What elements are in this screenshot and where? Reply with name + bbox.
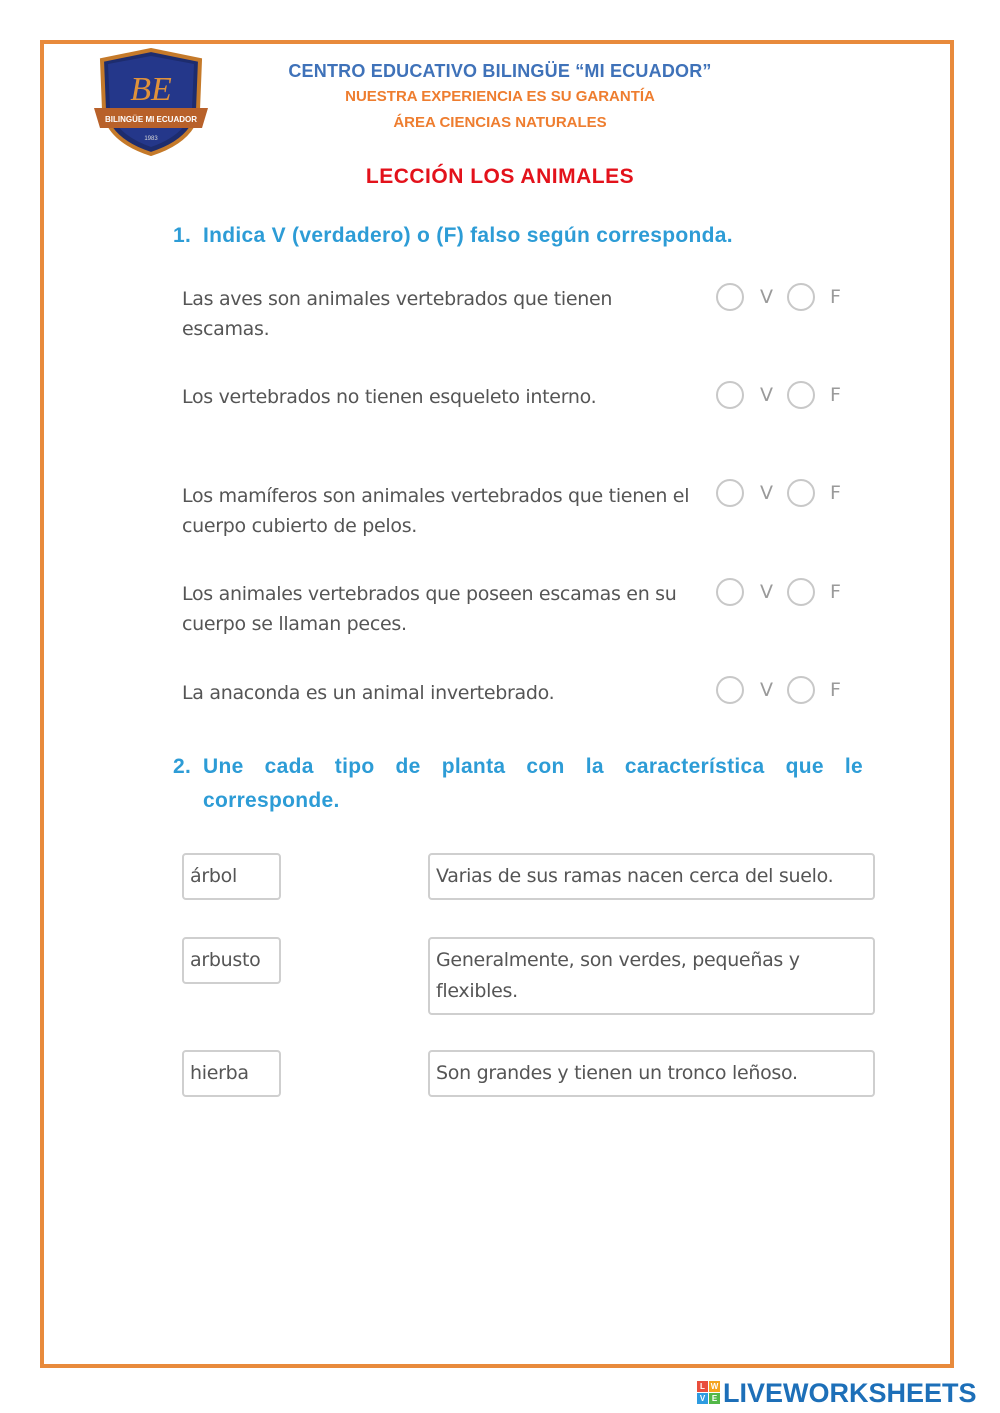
radio-false-4[interactable] [787,578,815,606]
radio-true-3[interactable] [716,479,744,507]
label-false-2: F [830,384,841,406]
radio-false-5[interactable] [787,676,815,704]
question-1-number: 1. [173,224,192,247]
statement-1: Las aves son animales vertebrados que tienen escamas. [182,288,613,340]
question-1-text: Indica V (verdadero) o (F) falso según corresponda. [203,224,733,247]
label-true-3: V [760,482,773,504]
question-1-title [173,224,733,248]
liveworksheets-logo-icon: L W V E [697,1381,721,1405]
label-true-2: V [760,384,773,406]
term-box-hierba[interactable]: hierba [182,1050,281,1097]
statement-2: Los vertebrados no tienen esqueleto interno. [182,386,597,408]
vf-options-2 [716,381,856,413]
description-box-3[interactable]: Son grandes y tienen un tronco leñoso. [428,1050,875,1097]
radio-true-5[interactable] [716,676,744,704]
lesson-title: LECCIÓN LOS ANIMALES [365,165,635,188]
label-true-4: V [760,581,773,603]
question-2-text: Une cada tipo de planta con la característica que le corresponde. [203,755,863,812]
logo-year: 1983 [144,136,158,142]
label-true-5: V [760,679,773,701]
label-false-3: F [830,482,841,504]
statement-3: Los mamíferos son animales vertebrados que tienen el cuerpo cubierto de pelos. [182,485,690,537]
question-2-number: 2. [173,755,192,778]
label-false-5: F [830,679,841,701]
label-false-4: F [830,581,841,603]
vf-options-4 [716,578,856,610]
radio-true-4[interactable] [716,578,744,606]
subject-area: ÁREA CIENCIAS NATURALES [393,114,607,131]
radio-false-2[interactable] [787,381,815,409]
school-motto: NUESTRA EXPERIENCIA ES SU GARANTÍA [345,88,655,105]
term-box-arbol[interactable]: árbol [182,853,281,900]
description-box-1[interactable]: Varias de sus ramas nacen cerca del suelo. [428,853,875,900]
radio-false-3[interactable] [787,479,815,507]
school-name: CENTRO EDUCATIVO BILINGÜE “MI ECUADOR” [288,61,712,81]
description-box-2[interactable]: Generalmente, son verdes, pequeñas y flexibles. [428,937,875,1015]
radio-false-1[interactable] [787,283,815,311]
liveworksheets-wordmark: LIVEWORKSHEETS [723,1378,977,1408]
logo-letters: BE [130,71,172,108]
vf-options-3 [716,479,856,511]
label-true-1: V [760,286,773,308]
statement-4: Los animales vertebrados que poseen escamas en su cuerpo se llaman peces. [182,583,677,635]
vf-options-5 [716,676,856,708]
term-box-arbusto[interactable]: arbusto [182,937,281,984]
radio-true-1[interactable] [716,283,744,311]
logo-banner: BILINGÜE MI ECUADOR [105,115,197,124]
radio-true-2[interactable] [716,381,744,409]
vf-options-1 [716,283,856,315]
question-2-title [173,750,863,818]
statement-5: La anaconda es un animal invertebrado. [182,682,555,704]
label-false-1: F [830,286,841,308]
